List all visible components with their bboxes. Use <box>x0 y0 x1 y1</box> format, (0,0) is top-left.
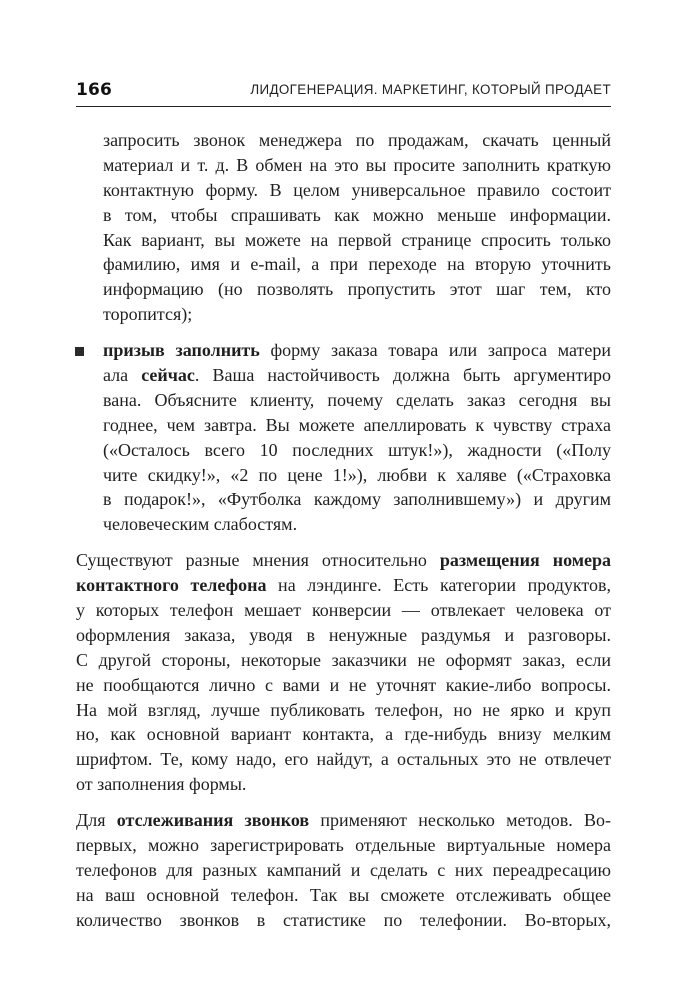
text-line: контактную форму. В целом универсальное правило состоит <box>103 179 611 200</box>
text-line: чите скидку!», «2 по цене 1!»), любви к халяве («Страховка <box>103 464 611 485</box>
text-line: на ваш основной телефон. Так вы сможете отслеживать общее <box>76 884 611 905</box>
bullet-list-item <box>76 338 611 537</box>
text-line: контактного телефона на лэндинге. Есть категории продуктов, <box>76 575 612 596</box>
text-line: материал и т. д. В обмен на это вы просите заполнить краткую <box>103 154 611 175</box>
text-line: не пообщаются лично с вами и не уточнят какие-либо вопросы. <box>76 674 611 695</box>
square-bullet-icon <box>75 347 84 356</box>
text-line: первых, можно зарегистрировать отдельные виртуальные номера <box>76 835 611 856</box>
text-line: в том, чтобы спрашивать как можно меньше информации. <box>103 204 611 225</box>
bold-term: контактного телефона <box>76 575 267 596</box>
text-line: количество звонков в статистике по телефонии. Во-вторых, <box>76 909 611 930</box>
bold-term: сейчас <box>141 365 195 386</box>
continued-list-item <box>76 128 611 327</box>
text-line: Как вариант, вы можете на первой странице спросить только <box>103 229 611 250</box>
body-text <box>76 128 611 933</box>
bold-term: отслеживания звонков <box>116 810 310 831</box>
text-line: от заполнения формы. <box>76 774 247 795</box>
page-header <box>76 80 611 107</box>
paragraph-phone-placement <box>76 548 611 797</box>
text-line: шрифтом. Те, кому надо, его найдут, а остальных это не отвлечет <box>76 749 611 770</box>
text-line: На мой взгляд, лучше публиковать телефон, но не ярко и круп <box>76 699 611 720</box>
page-number: 166 <box>76 80 113 100</box>
text-line: но, как основной вариант контакта, а где-нибудь внизу мелким <box>76 724 611 745</box>
text-line: Для отслеживания звонков применяют несколько методов. Во- <box>76 810 611 831</box>
text-line: Существуют разные мнения относительно размещения номера <box>76 550 611 571</box>
text-line: вана. Объясните клиенту, почему сделать заказ сегодня вы <box>103 389 611 410</box>
text-line: запросить звонок менеджера по продажам, скачать ценный <box>103 130 611 150</box>
text-line: телефонов для разных кампаний и сделать с них переадресацию <box>76 859 611 880</box>
text-line: С другой стороны, некоторые заказчики не оформят заказ, если <box>76 649 611 670</box>
text-line: торопится); <box>103 304 193 325</box>
text-line: ала сейчас. Ваша настойчивость должна быть аргументиро <box>103 365 612 386</box>
text-line: фамилию, имя и e-mail, а при переходе на вторую уточнить <box>103 254 611 275</box>
paragraph-call-tracking <box>76 808 611 932</box>
text-line: информацию (но позволять пропустить этот шаг тем, кто <box>103 279 611 300</box>
text-line: призыв заполнить форму заказа товара или запроса матери <box>103 340 611 361</box>
text-line: оформления заказа, уводя в ненужные раздумья и разговоры. <box>76 624 611 645</box>
running-title: ЛИДОГЕНЕРАЦИЯ. МАРКЕТИНГ, КОТОРЫЙ ПРОДАЕТ <box>250 82 611 97</box>
bold-term: размещения номера <box>439 550 611 571</box>
text-line: («Осталось всего 10 последних штук!»), жадности («Полу <box>103 439 611 460</box>
text-line: у которых телефон мешает конверсии — отвлекает человека от <box>76 600 611 621</box>
text-line: годнее, чем завтра. Вы можете апеллировать к чувству страха <box>103 414 611 435</box>
bold-term: призыв заполнить <box>103 340 260 361</box>
text-line: человеческим слабостям. <box>103 514 298 535</box>
text-line: в подарок!», «Футболка каждому заполнившему») и другим <box>103 489 611 510</box>
